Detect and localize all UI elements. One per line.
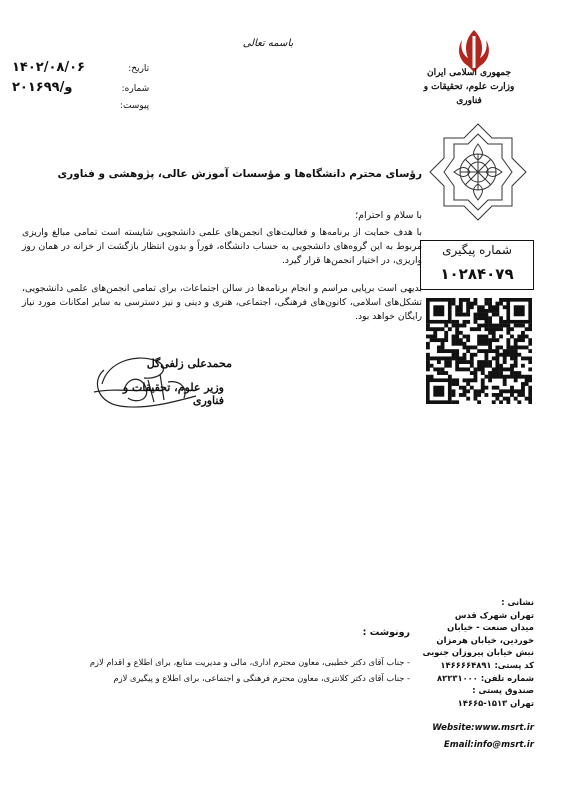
qr-code-icon (426, 298, 532, 404)
address-line-2: میدان صنعت - خیابان (447, 622, 534, 633)
ornament-icon (418, 120, 538, 230)
cc-line-1: - جناب آقای دکتر خطیبی، معاون محترم اداری، مالی و مدیریت منابع، برای اطلاع و اقدام لازم (89, 657, 410, 667)
attachment-row (12, 100, 149, 111)
date-label: تاریخ: (128, 64, 150, 74)
signer-name: محمدعلی زلفی‌گل (146, 357, 232, 370)
signature-scribble (84, 340, 214, 420)
basmala: باسمه تعالی (242, 38, 294, 49)
ministry-name: وزارت علوم، تحقیقات و فناوری (423, 82, 515, 106)
recipients: رؤسای محترم دانشگاه‌ها و مؤسسات آموزش عالی، پژوهشی و فناوری (57, 168, 422, 180)
postal-code: کد پستی: ۱۴۶۶۶۶۴۸۹۱ (440, 659, 534, 670)
address-line-3: خوردین، خیابان هرمزان (436, 634, 534, 645)
attachment-label: پیوست: (119, 101, 150, 111)
email-link[interactable]: Email:info@msrt.ir (443, 740, 534, 750)
greeting: با سلام و احترام؛ (355, 210, 422, 221)
address-line-1: تهران شهرک قدس (454, 609, 534, 620)
website-link[interactable]: Website:www.msrt.ir (432, 723, 534, 733)
number-value: ۲۰۱۶۹۹/و (12, 80, 73, 95)
cc-line-2: - جناب آقای دکتر کلانتری، معاون محترم فرهنگی و اجتماعی، برای اطلاع و پیگیری لازم (113, 673, 410, 683)
po-box-label: صندوق پستی : (472, 685, 534, 696)
po-box: تهران ۱۵۱۳-۱۴۶۶۵ (457, 697, 534, 708)
address-heading: نشانی : (501, 597, 534, 607)
date-row (12, 60, 149, 75)
number-label: شماره: (121, 84, 150, 94)
tracking-number: ۱۰۲۸۴۰۷۹ (440, 265, 514, 283)
paragraph-2: بدیهی است برپایی مراسم و انجام برنامه‌ها در سالن اجتماعات، برای تمامی انجمن‌های علمی دانشجویی، تشکل‌های اسلامی، کانون‌های فرهنگی، اجتماعی، هنری و دینی و نیز دسترسی به سایر امکانات مورد نیاز رایگان خواهد بود. (22, 283, 422, 322)
date-value: ۱۴۰۲/۰۸/۰۶ (12, 60, 85, 75)
address-line-4: نبش خیابان پیروزان جنوبی (422, 647, 534, 658)
number-row (12, 80, 149, 95)
ministry-country: جمهوری اسلامی ایران (426, 68, 512, 78)
tracking-box (420, 240, 534, 290)
signer-title: وزیر علوم، تحقیقات و فناوری (122, 381, 224, 407)
paragraph-1: با هدف حمایت از برنامه‌ها و فعالیت‌های انجمن‌های علمی دانشجویی شایسته است تمامی مبالغ واریزی مربوط به این گروه‌های دانشجویی به حساب دانشگاه، فوراً و بدون انتظار بازگشت از خزانه در همان روز واریزی، در اختیار انجمن‌ها قرار گیرد. (22, 227, 422, 266)
cc-heading: رونوشت : (362, 627, 410, 638)
tracking-label: شماره پیگیری (442, 243, 512, 257)
ministry-header (414, 66, 524, 108)
phone: شماره تلفن: ۸۲۲۳۱۰۰۰ (437, 672, 534, 683)
address-block (422, 596, 534, 709)
